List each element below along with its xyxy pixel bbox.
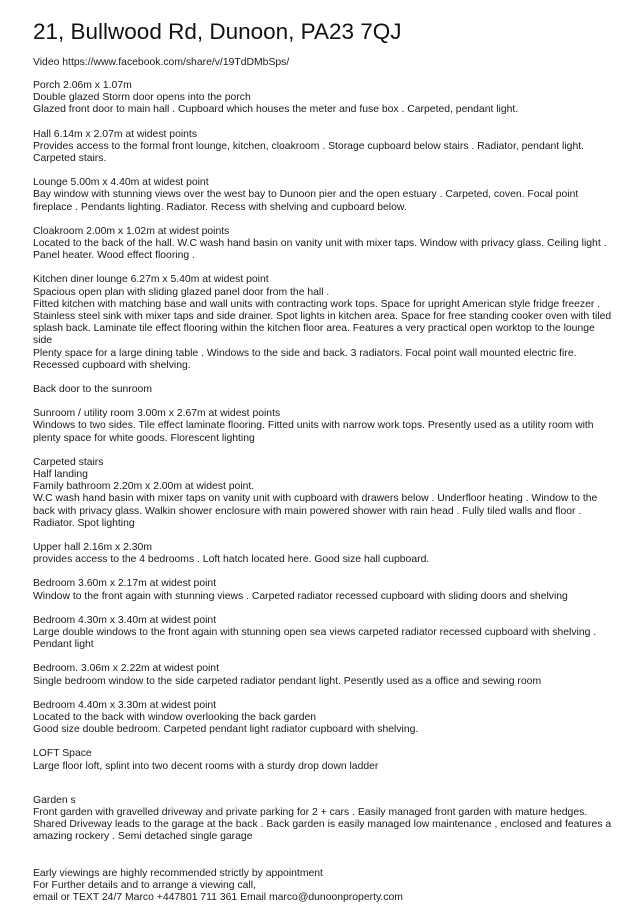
section-text: Large floor loft, splint into two decent rooms with a sturdy drop down ladder xyxy=(33,760,379,772)
section-text: W.C wash hand basin with mixer taps on vanity unit with cupboard with drawers below . Underfloor heating . Window to the back with privacy glass. Walkin shower enclosure with main powered shower with rain head . Fully tiled walls and floor . Radiator. Spot lighting xyxy=(33,493,598,529)
section-kitchen xyxy=(33,274,613,372)
page-title: 21, Bullwood Rd, Dunoon, PA23 7QJ xyxy=(33,19,402,44)
section-sunroom xyxy=(33,408,613,445)
section-text: Window to the front again with stunning views . Carpeted radiator recessed cupboard with sliding doors and shelving xyxy=(33,590,568,602)
room-descriptions xyxy=(33,80,613,844)
section-porch xyxy=(33,80,613,117)
section-bedroom-2 xyxy=(33,615,613,652)
section-bedroom-1 xyxy=(33,578,613,602)
section-heading: Hall 6.14m x 2.07m at widest points xyxy=(33,128,198,140)
section-text: Double glazed Storm door opens into the porch xyxy=(33,92,251,104)
section-text: Half landing xyxy=(33,468,88,480)
section-stairs-bathroom xyxy=(33,457,613,530)
section-text: Glazed front door to main hall . Cupboard which houses the meter and fuse box . Carpeted, pendant light. xyxy=(33,104,519,116)
section-text: Located to the back with window overlooking the back garden xyxy=(33,712,317,724)
section-bedroom-3 xyxy=(33,663,613,687)
section-text: Front garden with gravelled driveway and private parking for 2 + cars . Easily managed front garden with mature hedges. Shared Driveway leads to the garage at the back . Back garden is easily managed low maintenance , enclosed and features a amazing rockery . Semi detached single garage xyxy=(33,807,612,843)
section-loft xyxy=(33,748,613,772)
section-heading: LOFT Space xyxy=(33,748,92,760)
section-lounge xyxy=(33,177,613,214)
section-heading: Bedroom 4.40m x 3.30m at widest point xyxy=(33,699,217,711)
contact-footer xyxy=(33,868,613,905)
section-heading: Carpeted stairs xyxy=(33,456,104,468)
section-heading: Porch 2.06m x 1.07m xyxy=(33,79,132,91)
section-cloakroom xyxy=(33,226,613,263)
footer-line: Early viewings are highly recommended strictly by appointment xyxy=(33,867,323,879)
section-bedroom-4 xyxy=(33,700,613,737)
section-text: Spacious open plan with sliding glazed panel door from the hall . xyxy=(33,286,330,298)
section-heading: Kitchen diner lounge 6.27m x 5.40m at widest point xyxy=(33,274,269,286)
section-upper-hall xyxy=(33,542,613,566)
section-heading: Lounge 5.00m x 4.40m at widest point xyxy=(33,177,209,189)
document-page xyxy=(33,18,613,904)
section-text: provides access to the 4 bedrooms . Loft hatch located here. Good size hall cupboard. xyxy=(33,554,430,566)
section-text: Located to the back of the hall. W.C wash hand basin on vanity unit with mixer taps. Window with privacy glass. Ceiling light . Panel heater. Wood effect flooring . xyxy=(33,237,607,262)
section-heading: Bedroom 3.60m x 2.17m at widest point xyxy=(33,578,217,590)
footer-line: email or TEXT 24/7 Marco +447801 711 361 Email marco@dunoonproperty.com xyxy=(33,892,403,904)
section-hall xyxy=(33,129,613,166)
section-heading: Upper hall 2.16m x 2.30m xyxy=(33,542,152,553)
section-heading: Back door to the sunroom xyxy=(33,383,152,395)
section-text: Single bedroom window to the side carpeted radiator pendant light. Pesently used as a office and sewing room xyxy=(33,675,542,687)
section-heading: Bedroom. 3.06m x 2.22m at widest point xyxy=(33,663,219,675)
section-garden xyxy=(33,795,613,844)
video-link-line: Video https://www.facebook.com/share/v/19TdDMbSps/ xyxy=(33,57,290,68)
section-text: Large double windows to the front again with stunning open sea views carpeted radiator recessed cupboard with shelving . Pendant light xyxy=(33,627,597,651)
section-text: Good size double bedroom. Carpeted pendant light radiator cupboard with shelving. xyxy=(33,724,419,736)
section-text: Bay window with stunning views over the west bay to Dunoon pier and the open estuary . Carpeted, coven. Focal point fireplace . Pendants lighting. Radiator. Recess with shelving and cupboard below. xyxy=(33,189,579,213)
section-heading: Cloakroom 2.00m x 1.02m at widest points xyxy=(33,225,230,237)
section-heading: Sunroom / utility room 3.00m x 2.67m at widest points xyxy=(33,408,281,420)
section-text: Family bathroom 2.20m x 2.00m at widest point. xyxy=(33,481,255,493)
section-back-door xyxy=(33,384,613,396)
section-text: Fitted kitchen with matching base and wall units with contracting work tops. Space for upright American style fridge freezer . Stainless steel sink with mixer taps and side drainer. Spot lights in kitchen area. Space for free standing cooker oven with tiled splash back. Laminate tile effect flooring within the kitchen floor area. Features a very practical open worktop to the lounge side xyxy=(33,298,612,347)
section-heading: Garden s xyxy=(33,794,76,806)
section-text: Provides access to the formal front lounge, kitchen, cloakroom . Storage cupboard below stairs . Radiator, pendant light. Carpeted stairs. xyxy=(33,140,585,164)
section-heading: Bedroom 4.30m x 3.40m at widest point xyxy=(33,614,217,626)
section-text: Plenty space for a large dining table . Windows to the side and back. 3 radiators. Focal point wall mounted electric fire. Recessed cupboard with shelving. xyxy=(33,347,577,371)
footer-line: For Further details and to arrange a viewing call, xyxy=(33,879,256,891)
section-text: Windows to two sides. Tile effect laminate flooring. Fitted units with narrow work tops. Presently used as a utility room with plenty space for white goods. Florescent lighting xyxy=(33,420,594,444)
